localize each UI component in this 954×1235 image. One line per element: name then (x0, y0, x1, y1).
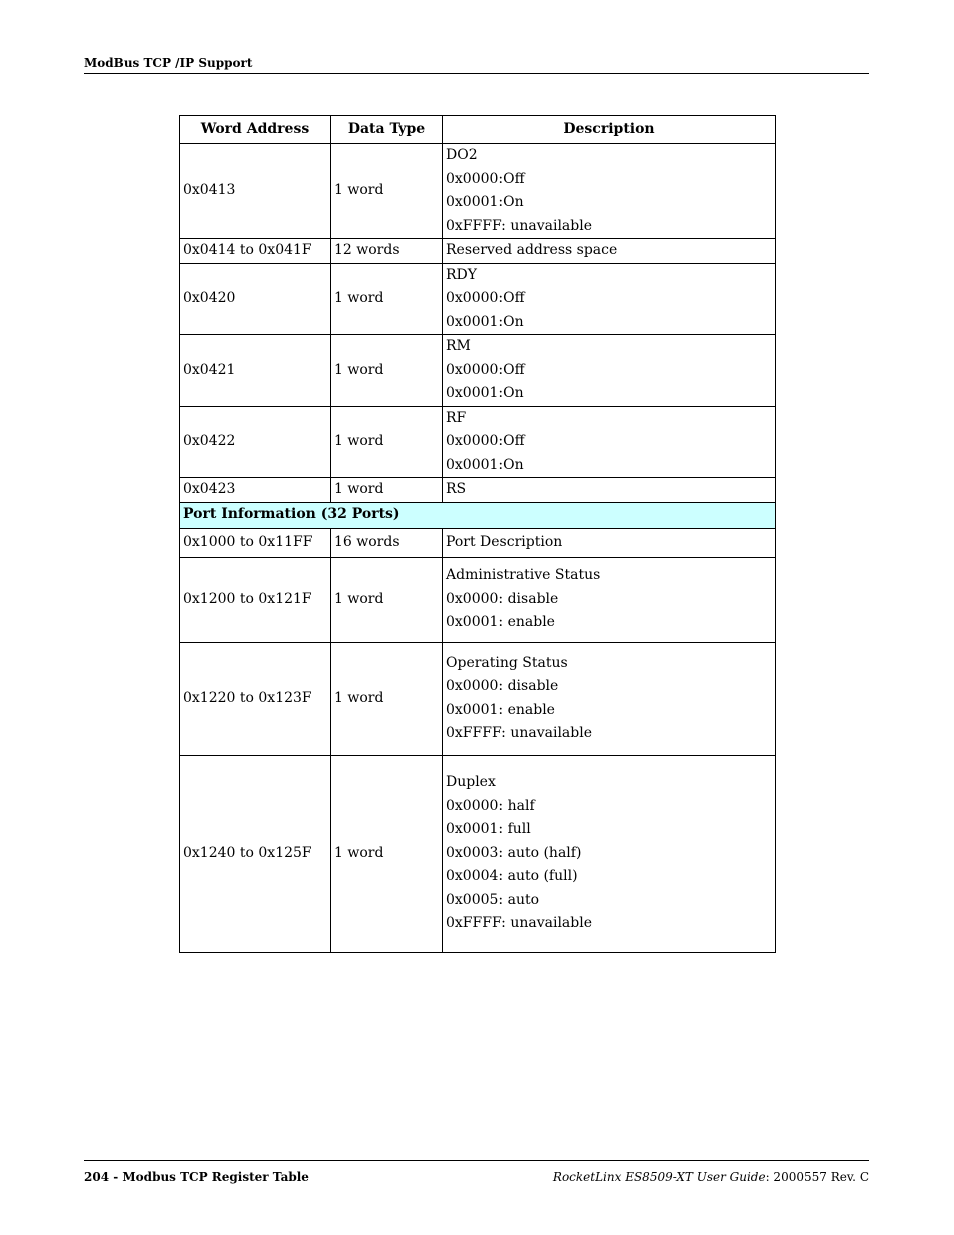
column-header-description: Description (443, 116, 776, 144)
word-address-cell: 0x0413 (180, 144, 331, 239)
table-row (180, 528, 776, 557)
word-address-cell: 0x0414 to 0x041F (180, 239, 331, 264)
word-address-cell: 0x0420 (180, 263, 331, 335)
word-address-cell: 0x1220 to 0x123F (180, 642, 331, 755)
description-line: 0x0001:On (446, 313, 524, 330)
data-type-cell: 1 word (331, 263, 443, 335)
table-row (180, 144, 776, 239)
section-heading-port-information: Port Information (32 Ports) (180, 502, 776, 528)
description-line: 0x0004: auto (full) (446, 868, 578, 885)
data-type-cell: 1 word (331, 406, 443, 478)
description-line: Reserved address space (446, 242, 618, 258)
description-line: 0xFFFF: unavailable (446, 725, 592, 741)
footer-page-label: 204 - Modbus TCP Register Table (84, 1170, 309, 1184)
description-line: 0x0000:Off (446, 433, 525, 449)
word-address-cell: 0x0422 (180, 406, 331, 478)
description-cell (443, 478, 776, 503)
description-cell (443, 263, 776, 335)
data-type-cell: 1 word (331, 642, 443, 755)
description-line: 0x0000:Off (446, 290, 525, 306)
data-type-cell: 1 word (331, 478, 443, 503)
page-header-title: ModBus TCP /IP Support (84, 56, 253, 70)
header-divider (84, 73, 869, 74)
footer-divider (84, 1160, 869, 1161)
description-line: RS (446, 481, 467, 497)
description-line: 0x0001:On (446, 194, 524, 210)
data-type-cell: 16 words (331, 528, 443, 557)
word-address-cell: 0x1200 to 0x121F (180, 557, 331, 642)
description-line: Port Description (446, 533, 563, 550)
description-line: 0x0000: half (446, 797, 535, 814)
register-table (179, 115, 776, 953)
description-line: 0xFFFF: unavailable (446, 217, 592, 234)
table-row (180, 642, 776, 755)
table-row (180, 335, 776, 407)
table-row (180, 755, 776, 952)
section-row (180, 502, 776, 528)
description-line: 0x0000:Off (446, 170, 525, 187)
description-cell (443, 239, 776, 264)
description-line: 0x0005: auto (446, 891, 540, 908)
description-line: 0x0001:On (446, 456, 524, 473)
data-type-cell: 1 word (331, 144, 443, 239)
description-line: 0x0003: auto (half) (446, 844, 582, 861)
description-line: 0x0001: enable (446, 614, 555, 631)
table-row (180, 239, 776, 264)
table-row (180, 263, 776, 335)
table-row (180, 478, 776, 503)
column-header-word-address: Word Address (180, 116, 331, 144)
footer-doc-reference (553, 1170, 869, 1184)
description-line: 0x0001: enable (446, 701, 555, 718)
description-line: 0x0001:On (446, 385, 524, 401)
description-line: 0x0000: disable (446, 678, 559, 694)
description-line: Duplex (446, 774, 496, 791)
table-header-row (180, 116, 776, 144)
description-cell (443, 528, 776, 557)
description-cell (443, 642, 776, 755)
description-line: 0x0001: full (446, 821, 531, 838)
description-cell (443, 406, 776, 478)
description-line: RDY (446, 266, 478, 283)
footer-guide-title: RocketLinx ES8509-XT User Guide (552, 1170, 766, 1184)
data-type-cell: 12 words (331, 239, 443, 264)
footer-revision: : 2000557 Rev. C (765, 1170, 869, 1184)
description-line: DO2 (446, 147, 478, 163)
description-line: 0x0000:Off (446, 361, 525, 378)
description-line: RF (446, 409, 467, 426)
description-line: Administrative Status (446, 567, 601, 584)
table-row (180, 557, 776, 642)
description-cell (443, 144, 776, 239)
data-type-cell: 1 word (331, 755, 443, 952)
word-address-cell: 0x1000 to 0x11FF (180, 528, 331, 557)
description-line: 0x0000: disable (446, 590, 559, 607)
description-cell (443, 335, 776, 407)
description-line: RM (446, 338, 471, 354)
description-cell (443, 755, 776, 952)
data-type-cell: 1 word (331, 335, 443, 407)
word-address-cell: 0x1240 to 0x125F (180, 755, 331, 952)
table-row (180, 406, 776, 478)
description-line: Operating Status (446, 654, 568, 671)
word-address-cell: 0x0421 (180, 335, 331, 407)
data-type-cell: 1 word (331, 557, 443, 642)
description-cell (443, 557, 776, 642)
description-line: 0xFFFF: unavailable (446, 915, 592, 932)
word-address-cell: 0x0423 (180, 478, 331, 503)
column-header-data-type: Data Type (331, 116, 443, 144)
